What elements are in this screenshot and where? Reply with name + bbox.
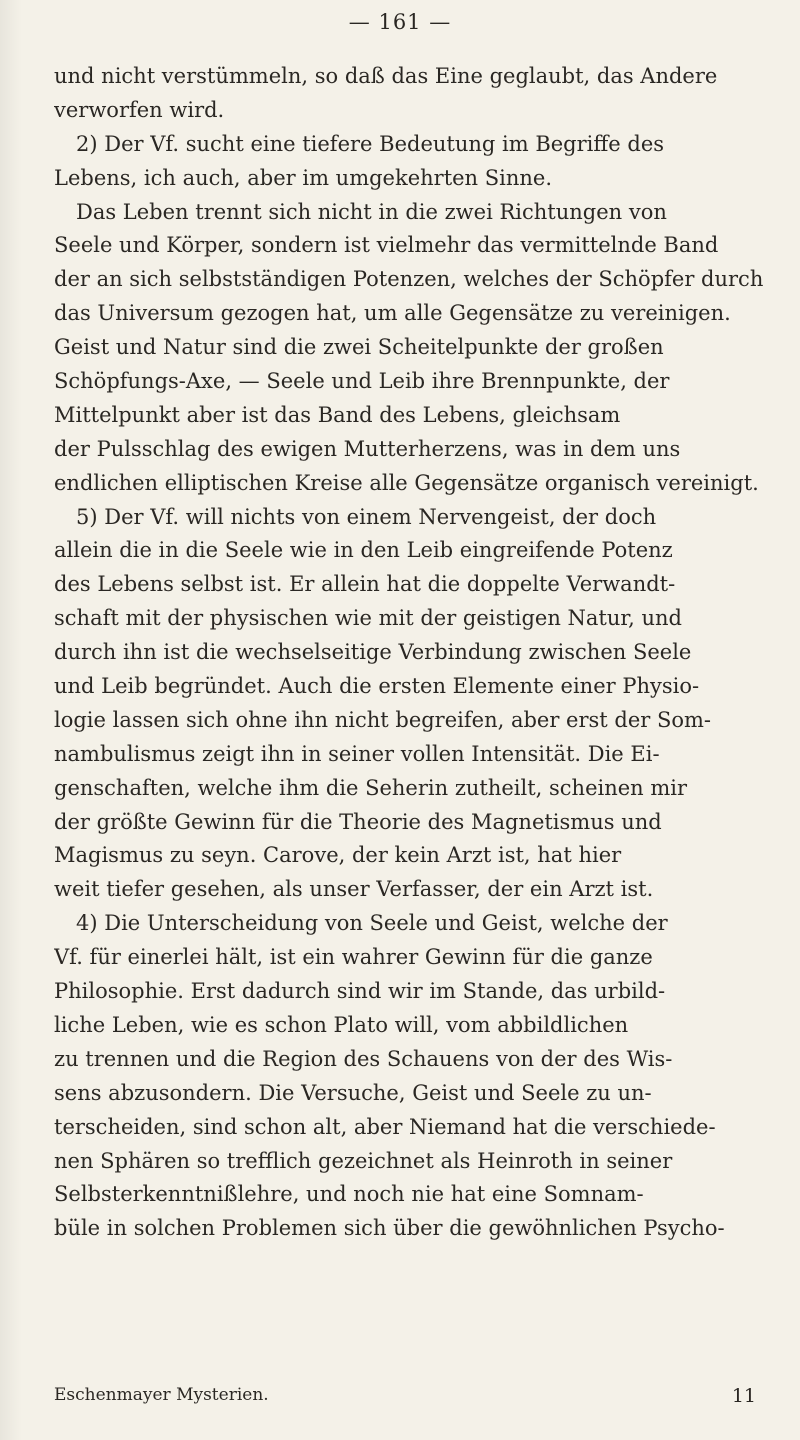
page-footer — [54, 1385, 770, 1405]
text-line: Selbsterkenntnißlehre, und noch nie hat eine Somnam- — [54, 1182, 644, 1207]
text-line: verworfen wird. — [54, 97, 225, 122]
page-number: — 161 — — [348, 10, 452, 34]
text-line: logie lassen sich ohne ihn nicht begreifen, aber erst der Som- — [54, 707, 712, 732]
text-line: Schöpfungs-Axe, — Seele und Leib ihre Brennpunkte, der — [54, 369, 670, 394]
signature-mark: 11 — [731, 1385, 756, 1407]
text-line: nen Sphären so trefflich gezeichnet als Heinroth in seiner — [54, 1148, 673, 1173]
text-line: Philosophie. Erst dadurch sind wir im Stande, das urbild- — [54, 979, 666, 1004]
text-line: schaft mit der physischen wie mit der geistigen Natur, und — [54, 606, 682, 631]
text-line: des Lebens selbst ist. Er allein hat die doppelte Verwandt- — [54, 572, 676, 597]
text-line: das Universum gezogen hat, um alle Gegensätze zu vereinigen. — [54, 301, 731, 326]
text-line: weit tiefer gesehen, als unser Verfasser, der ein Arzt ist. — [54, 877, 654, 902]
text-line: büle in solchen Problemen sich über die gewöhnlichen Psycho- — [54, 1216, 725, 1241]
text-line: Seele und Körper, sondern ist vielmehr das vermittelnde Band — [54, 233, 719, 258]
text-line: Lebens, ich auch, aber im umgekehrten Sinne. — [54, 165, 553, 190]
text-line: der an sich selbstständigen Potenzen, welches der Schöpfer durch — [54, 267, 764, 292]
text-line: 2) Der Vf. sucht eine tiefere Bedeutung im Begriffe des — [76, 131, 665, 156]
text-line: sens abzusondern. Die Versuche, Geist und Seele zu un- — [54, 1080, 652, 1105]
text-line: der Pulsschlag des ewigen Mutterherzens, was in dem uns — [54, 436, 681, 461]
text-line: terscheiden, sind schon alt, aber Niemand hat die verschiede- — [54, 1114, 716, 1139]
text-line: der größte Gewinn für die Theorie des Magnetismus und — [54, 809, 662, 834]
text-line: 4) Die Unterscheidung von Seele und Geist, welche der — [76, 911, 668, 936]
body-text — [54, 60, 770, 1246]
text-line: nambulismus zeigt ihn in seiner vollen Intensität. Die Ei- — [54, 741, 660, 766]
text-line: zu trennen und die Region des Schauens von der des Wis- — [54, 1046, 673, 1071]
text-line: liche Leben, wie es schon Plato will, vom abbildlichen — [54, 1012, 629, 1037]
text-line: endlichen elliptischen Kreise alle Gegensätze organisch vereinigt. — [54, 470, 759, 495]
text-line: und nicht verstümmeln, so daß das Eine geglaubt, das Andere — [54, 64, 718, 88]
text-line: Geist und Natur sind die zwei Scheitelpunkte der großen — [54, 335, 664, 360]
source-title: Eschenmayer Mysterien. — [54, 1385, 269, 1405]
text-line: allein die in die Seele wie in den Leib eingreifende Potenz — [54, 538, 673, 563]
text-line: Magismus zu seyn. Carove, der kein Arzt ist, hat hier — [54, 843, 622, 868]
text-line: durch ihn ist die wechselseitige Verbindung zwischen Seele — [54, 640, 692, 665]
text-line: und Leib begründet. Auch die ersten Elemente einer Physio- — [54, 674, 700, 699]
text-line: 5) Der Vf. will nichts von einem Nervengeist, der doch — [76, 504, 657, 529]
text-line: Das Leben trennt sich nicht in die zwei Richtungen von — [76, 199, 667, 224]
text-line: Vf. für einerlei hält, ist ein wahrer Gewinn für die ganze — [54, 945, 653, 970]
text-line: genschaften, welche ihm die Seherin zutheilt, scheinen mir — [54, 775, 688, 800]
text-line: Mittelpunkt aber ist das Band des Lebens, gleichsam — [54, 402, 621, 427]
